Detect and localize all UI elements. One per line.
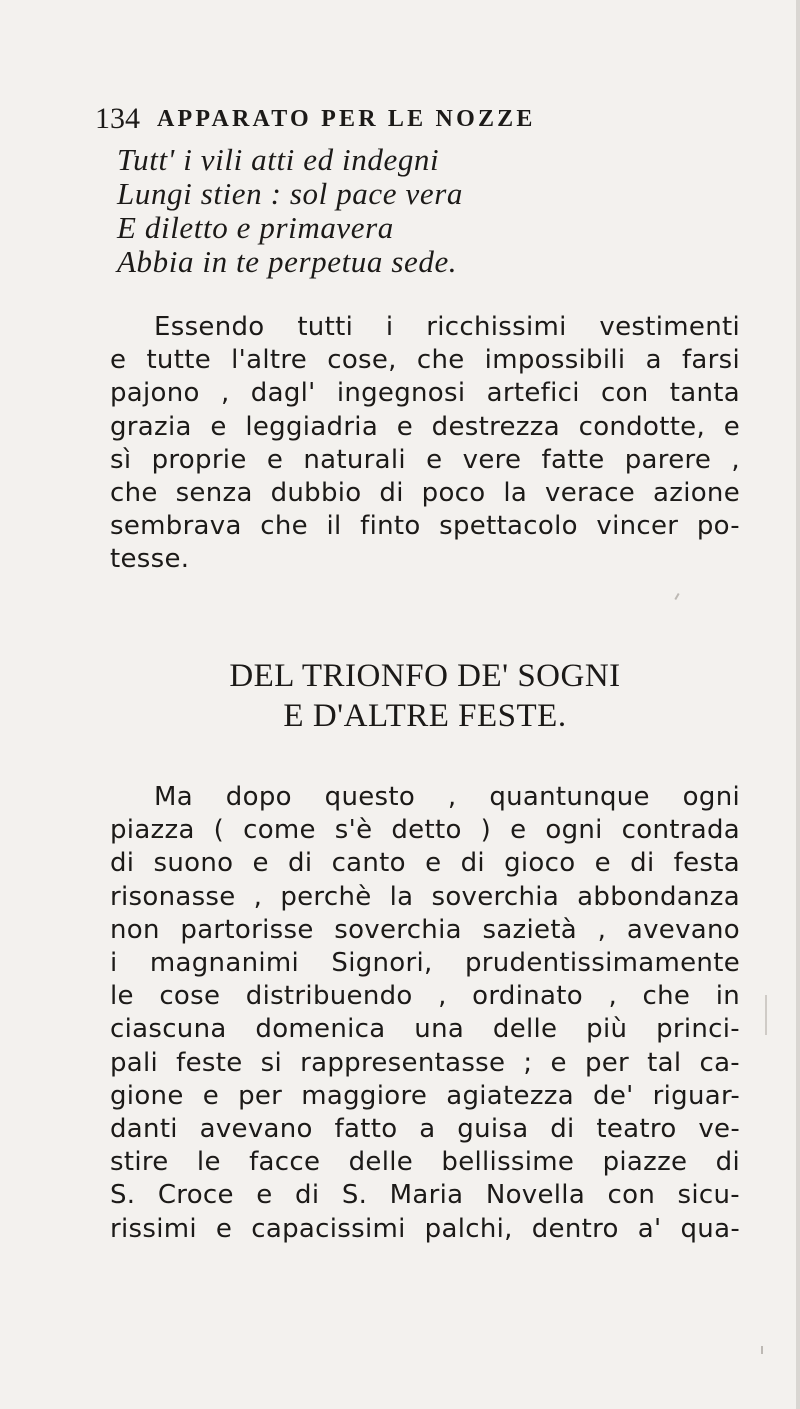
text-line: Ma dopo questo , quantunque ogni <box>154 782 740 812</box>
heading-line: E D'ALTRE FESTE. <box>283 698 567 734</box>
text-line: sembrava che il finto spettacolo vincer po- <box>110 511 740 542</box>
text-line: non partorisse soverchia sazietà , avevano <box>110 914 740 945</box>
paper-speck <box>765 995 767 1035</box>
text-line: che senza dubbio di poco la verace azione <box>110 478 740 509</box>
text-line: gione e per maggiore agiatezza de' riguar- <box>110 1080 740 1111</box>
verse-line: Abbia in te perpetua sede. <box>117 244 458 279</box>
text-line: pajono , dagl' ingegnosi artefici con tanta <box>110 378 740 409</box>
text-line: S. Croce e di S. Maria Novella con sicu- <box>110 1180 740 1211</box>
page-edge-shadow <box>796 0 800 1409</box>
text-line: piazza ( come s'è detto ) e ogni contrada <box>110 815 740 846</box>
paper-speck <box>761 1346 763 1354</box>
text-line: sì proprie e naturali e vere fatte parere , <box>110 444 740 475</box>
heading-line: DEL TRIONFO DE' SOGNI <box>229 658 621 694</box>
text-line: risonasse , perchè la soverchia abbondanza <box>110 881 740 912</box>
text-line: rissimi e capacissimi palchi, dentro a' qua- <box>110 1213 740 1244</box>
page-number: 134 <box>95 102 140 135</box>
text-line: e tutte l'altre cose, che impossibili a farsi <box>110 345 740 376</box>
paragraph <box>110 311 740 577</box>
text-line: danti avevano fatto a guisa di teatro ve- <box>110 1114 740 1145</box>
text-line: pali feste si rappresentasse ; e per tal ca- <box>110 1047 740 1078</box>
text-line: ciascuna domenica una delle più princi- <box>110 1014 740 1045</box>
paper-speck <box>674 593 679 600</box>
text-line: Essendo tutti i ricchissimi vestimenti <box>154 312 740 342</box>
verse-line: E diletto e primavera <box>117 210 394 245</box>
text-line: stire le facce delle bellissime piazze di <box>110 1147 740 1178</box>
text-line: le cose distribuendo , ordinato , che in <box>110 981 740 1012</box>
section-heading <box>110 656 740 736</box>
text-line: i magnanimi Signori, prudentissimamente <box>110 948 740 979</box>
paragraph <box>110 781 740 1246</box>
verse-stanza <box>117 143 717 279</box>
verse-line: Tutt' i vili atti ed indegni <box>117 142 440 177</box>
running-title: APPARATO PER LE NOZZE <box>157 106 536 132</box>
text-line: grazia e leggiadria e destrezza condotte, e <box>110 411 740 442</box>
text-line: di suono e di canto e di gioco e di festa <box>110 848 740 879</box>
text-line: tesse. <box>110 544 190 575</box>
running-head <box>95 102 735 142</box>
verse-line: Lungi stien : sol pace vera <box>117 176 463 211</box>
